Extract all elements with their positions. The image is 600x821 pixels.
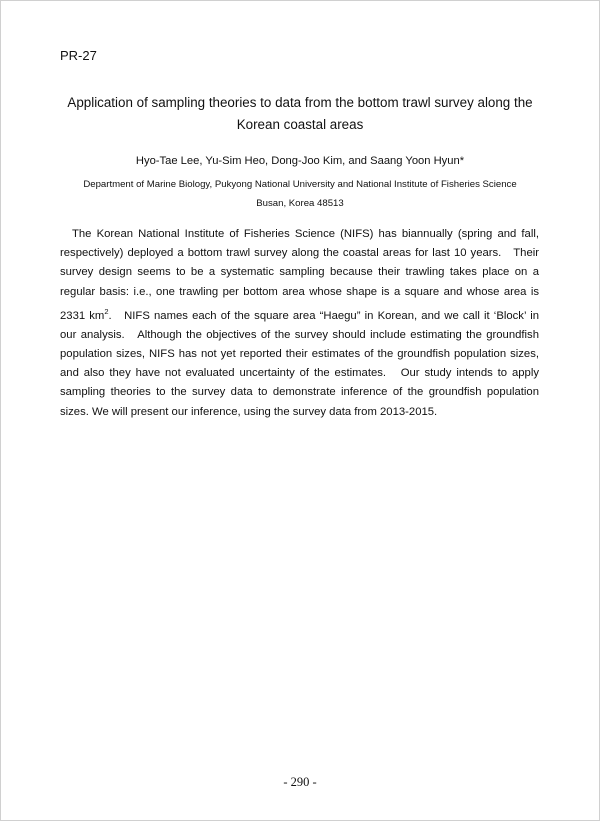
affiliation	[60, 175, 540, 213]
affiliation-line-1: Department of Marine Biology, Pukyong National University and National Institute of Fisheries Science	[83, 179, 517, 190]
abstract-paragraph	[60, 225, 539, 422]
paper-code: PR-27	[60, 48, 97, 63]
page-number: - 290 -	[283, 775, 317, 789]
author-list: Hyo-Tae Lee, Yu-Sim Heo, Dong-Joo Kim, and Saang Yoon Hyun*	[135, 155, 465, 167]
superscript-squared: 2	[104, 306, 109, 316]
affiliation-line-2: Busan, Korea 48513	[256, 198, 344, 209]
paper-title	[60, 92, 540, 136]
title-line-2: Korean coastal areas	[236, 117, 364, 132]
abstract-text-part-2: . NIFS names each of the square area “Haegu” in Korean, and we call it ‘Block’ in our analysis. Although the objectives of the survey should include estimating the groundfish population sizes, NIFS has not yet reported their estimates of the groundfish population sizes, and also they have not evaluated uncertainty of the estimates. Our study intends to apply sampling theories to the survey data to demonstrate inference of the groundfish population sizes. We will present our inference, using the survey data from 2013-2015.	[60, 309, 539, 418]
abstract-text-part-1: The Korean National Institute of Fisheries Science (NIFS) has biannually (spring and fall, respectively) deployed a bottom trawl survey along the coastal areas for last 10 years. Their survey design seems to be a systematic sampling because their trawling takes place on a regular basis: i.e., one trawling per bottom area whose shape is a square and whose area is 2331 km	[60, 228, 539, 322]
title-line-1: Application of sampling theories to data from the bottom trawl survey along the	[67, 95, 533, 110]
